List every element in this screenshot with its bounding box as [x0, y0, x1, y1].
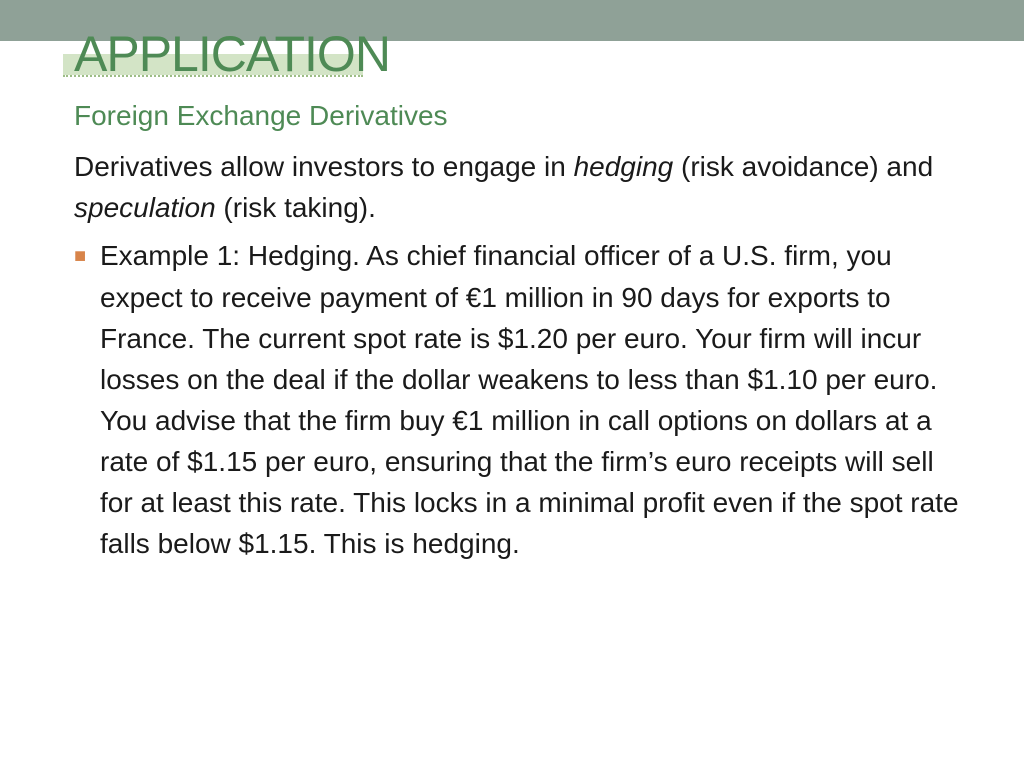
- square-bullet-icon: ■: [74, 245, 87, 267]
- bullet-item: [74, 235, 974, 564]
- bullet-text: Example 1: Hedging. As chief financial officer of a U.S. firm, you expect to receive payment of €1 million in 90 days for exports to France. The current spot rate is $1.20 per euro. Your firm will incur losses on the deal if the dollar weakens to less than $1.10 per euro. You advise that the firm buy €1 million in call options on dollars at a rate of $1.15 per euro, ensuring that the firm’s euro receipts will sell for at least this rate. This locks in a minimal profit even if the spot rate falls below $1.15. This is hedging.: [100, 240, 959, 559]
- slide-subtitle: Foreign Exchange Derivatives: [74, 100, 448, 131]
- intro-term-hedging: hedging: [573, 151, 674, 182]
- intro-text-part-2: (risk avoidance) and: [673, 151, 934, 182]
- intro-text-part-3: (risk taking).: [215, 192, 376, 223]
- intro-paragraph: [74, 146, 944, 228]
- intro-text-part-1: Derivatives allow investors to engage in: [74, 151, 574, 182]
- slide-title: APPLICATION: [74, 26, 390, 82]
- intro-term-speculation: speculation: [74, 192, 216, 223]
